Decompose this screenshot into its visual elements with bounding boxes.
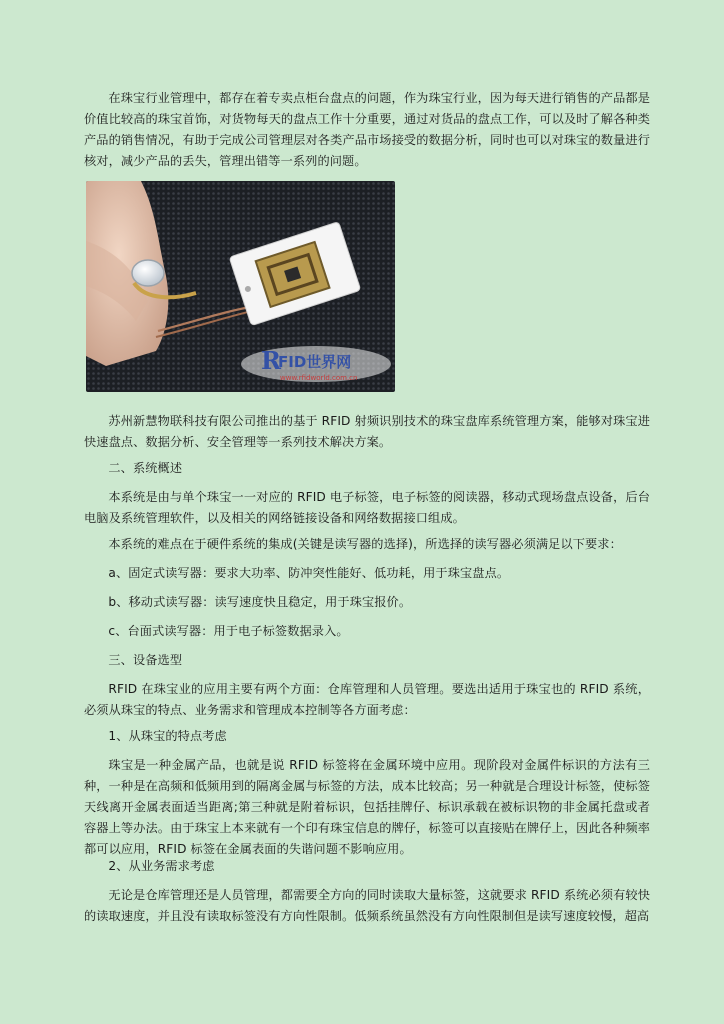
subsection-heading-characteristics: 1、从珠宝的特点考虑 bbox=[108, 729, 227, 743]
jewelry-rfid-tag-photo bbox=[86, 181, 395, 392]
company-paragraph: 苏州新慧物联科技有限公司推出的基于 RFID 射频识别技术的珠宝盘库系统管理方案，能够对珠宝进快速盘点、数据分析、安全管理等一系列技术解决方案。 bbox=[84, 414, 650, 449]
requirement-c: c、台面式读写器：用于电子标签数据录入。 bbox=[108, 624, 349, 638]
section-heading-overview: 二、系统概述 bbox=[108, 461, 183, 475]
requirement-b: b、移动式读写器：读写速度快且稳定，用于珠宝报价。 bbox=[108, 595, 412, 609]
subsection-heading-business: 2、从业务需求考虑 bbox=[108, 859, 215, 873]
selection-paragraph: RFID 在珠宝业的应用主要有两个方面：仓库管理和人员管理。要选出适用于珠宝也的 RFID 系统，必须从珠宝的特点、业务需求和管理成本控制等各方面考虑： bbox=[84, 682, 650, 717]
system-paragraph: 本系统是由与单个珠宝一一对应的 RFID 电子标签，电子标签的阅读器，移动式现场盘点设备，后台电脑及系统管理软件，以及相关的网络链接设备和网络数据接口组成。 bbox=[84, 490, 650, 525]
business-paragraph: 无论是仓库管理还是人员管理，都需要全方向的同时读取大量标签，这就要求 RFID 系统必须有较快的读取速度，并且没有读取标签没有方向性限制。低频系统虽然没有方向性限制但是读写速度较慢，超高 bbox=[84, 888, 650, 923]
photo-illustration bbox=[86, 181, 395, 392]
section-heading-selection: 三、设备选型 bbox=[108, 653, 183, 667]
rfid-world-watermark bbox=[241, 346, 391, 382]
requirement-a: a、固定式读写器：要求大功率、防冲突性能好、低功耗，用于珠宝盘点。 bbox=[108, 566, 510, 580]
svg-text:R: R bbox=[261, 346, 281, 375]
svg-text:www.rfidworld.com.cn: www.rfidworld.com.cn bbox=[280, 374, 358, 382]
difficulty-paragraph: 本系统的难点在于硬件系统的集成(关键是读写器的选择)，所选择的读写器必须满足以下要求： bbox=[108, 537, 622, 551]
intro-paragraph: 在珠宝行业管理中，都存在着专卖点柜台盘点的问题，作为珠宝行业，因为每天进行销售的产品都是价值比较高的珠宝首饰，对货物每天的盘点工作十分重要，通过对货品的盘点工作，可以及时了解各种类产品的销售情况，有助于完成公司管理层对各类产品市场接受的数据分析，同时也可以对珠宝的数量进行核对，减少产品的丢失，管理出错等一系列的问题。 bbox=[84, 91, 650, 168]
characteristics-paragraph: 珠宝是一种金属产品，也就是说 RFID 标签将在金属环境中应用。现阶段对金属件标识的方法有三种，一种是在高频和低频用到的隔离金属与标签的方法，成本比较高；另一种就是合理设计标签，使标签天线离开金属表面适当距离;第三种就是附着标识，包括挂牌仔、标识承载在被标识物的非金属托盘或者容器上等办法。由于珠宝上本来就有一个印有珠宝信息的牌仔，标签可以直接贴在牌仔上，因此各种频率都可以应用，RFID 标签在金属表面的失谐问题不影响应用。 bbox=[84, 758, 650, 856]
svg-text:FID世界网: FID世界网 bbox=[278, 353, 352, 371]
